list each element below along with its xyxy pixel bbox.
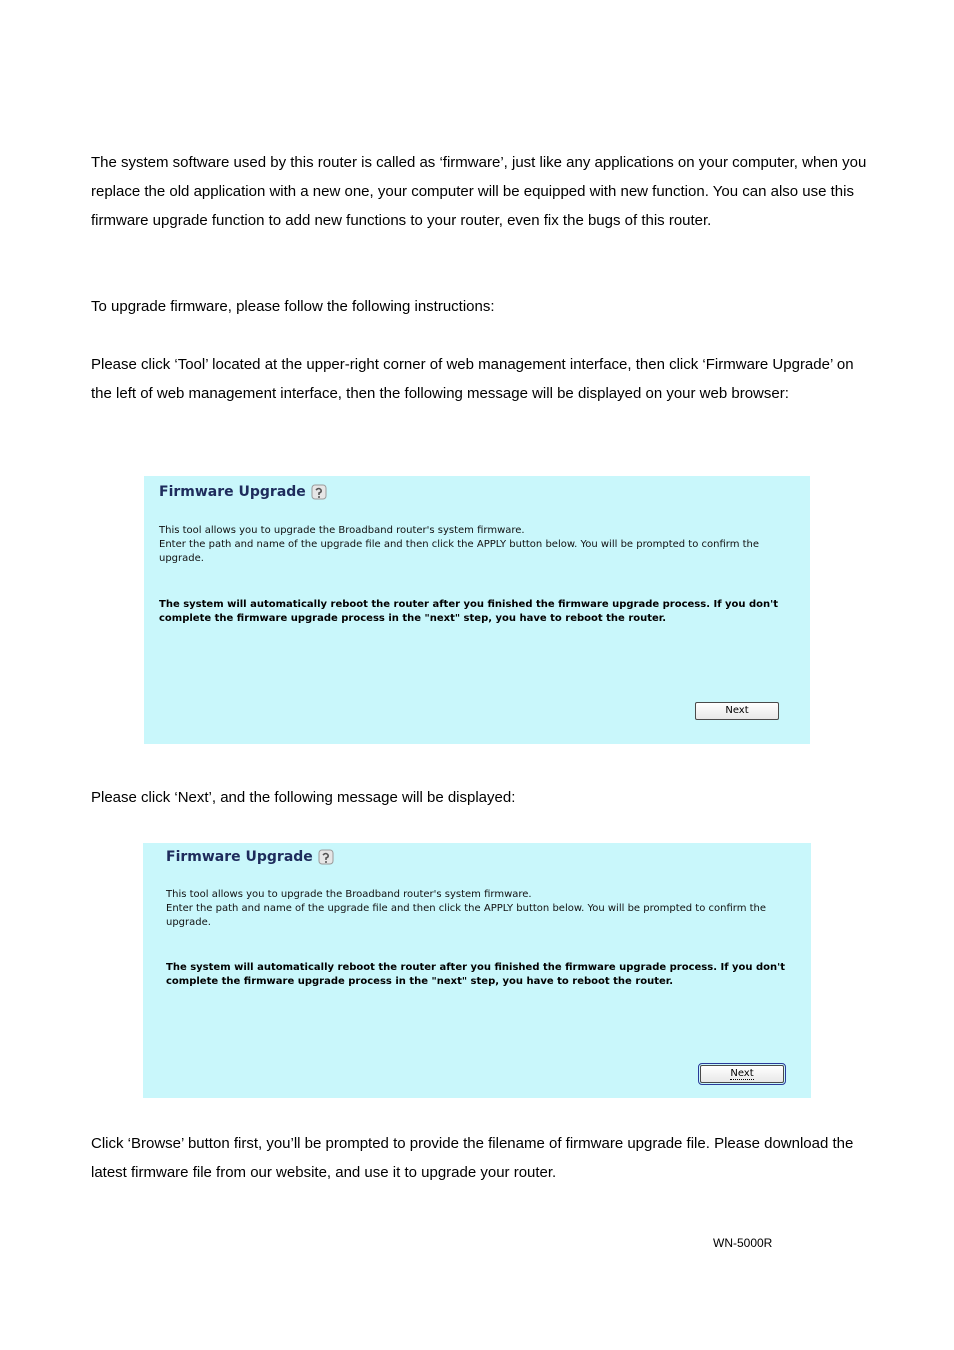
panel-title: Firmware Upgrade <box>166 849 334 865</box>
panel-description: This tool allows you to upgrade the Broadband router's system firmware. Enter the path and name of the upgrade file and then click the APPLY button below. You will be prompted to confirm the upgrade. <box>166 889 767 928</box>
panel-title: Firmware Upgrade <box>159 484 327 500</box>
firmware-upgrade-panel-2 <box>143 843 811 1098</box>
help-icon[interactable] <box>318 849 334 865</box>
next-button[interactable]: Next <box>695 702 779 720</box>
reboot-warning: The system will automatically reboot the router after you finished the firmware upgrade process. If you don't complete the firmware upgrade process in the "next" step, you have to reboot the router. <box>159 599 778 624</box>
firmware-upgrade-panel-1 <box>144 476 810 744</box>
panel-description: This tool allows you to upgrade the Broadband router's system firmware. Enter the path and name of the upgrade file and then click the APPLY button below. You will be prompted to confirm the upgrade. <box>159 525 760 564</box>
tool-instructions: Please click ‘Tool’ located at the upper-right corner of web management interface, then click ‘Firmware Upgrade’ on the left of web management interface, then the following message will be displayed on your web browser: <box>91 356 854 402</box>
next-button-focused[interactable]: Next <box>700 1065 784 1083</box>
footer-model-name: WN-5000R <box>713 1236 773 1250</box>
reboot-warning: The system will automatically reboot the router after you finished the firmware upgrade process. If you don't complete the firmware upgrade process in the "next" step, you have to reboot the router. <box>166 962 785 987</box>
browse-instructions: Click ‘Browse’ button first, you’ll be prompted to provide the filename of firmware upgrade file. Please download the latest firmware file from our website, and use it to upgrade your router. <box>91 1135 854 1181</box>
instructions-lead: To upgrade firmware, please follow the following instructions: <box>91 298 495 315</box>
next-step-text: Please click ‘Next’, and the following message will be displayed: <box>91 789 516 806</box>
intro-paragraph: The system software used by this router is called as ‘firmware’, just like any applications on your computer, when you replace the old application with a new one, your computer will be equipped with new function. You can also use this firmware upgrade function to add new functions to your router, even fix the bugs of this router. <box>91 154 867 229</box>
help-icon[interactable] <box>311 484 327 500</box>
